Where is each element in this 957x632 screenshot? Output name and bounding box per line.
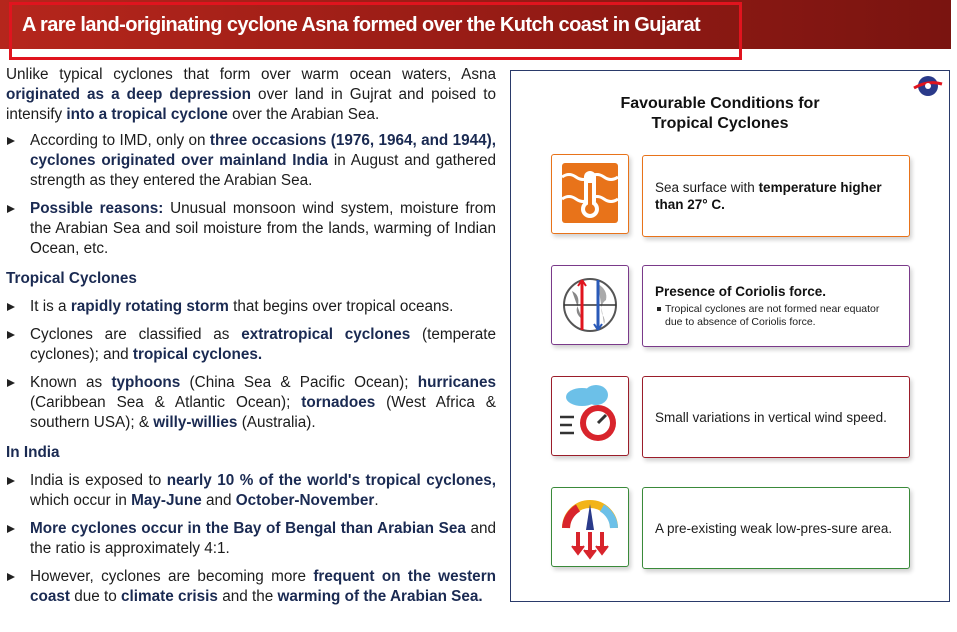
bullet-bold: October-November (235, 492, 375, 509)
bullet-bold: tornadoes (301, 394, 376, 411)
coriolis-icon-box (551, 265, 629, 345)
low-pressure-gauge-icon (552, 488, 628, 566)
bullet-text: due to (69, 588, 121, 605)
intro-paragraph (6, 65, 496, 125)
bullet-bold: rapidly rotating storm (70, 298, 229, 315)
bullet-text: and (201, 492, 236, 509)
bullet-text: (West Africa & southern USA); & (30, 394, 496, 431)
bullet-text: and the ratio is approximately 4:1. (30, 520, 496, 557)
intro-text-1: Unlike typical cyclones that form over warm ocean waters, Asna (6, 66, 496, 83)
list-item (6, 199, 496, 259)
intro-text-3: over the Arabian Sea. (227, 106, 380, 123)
bullet-arrow-icon (7, 137, 15, 145)
list-item (6, 325, 496, 365)
bullet-bold: extratropical cyclones (241, 326, 411, 343)
bullet-text: (Australia). (237, 414, 316, 431)
bullet-text: Unusual monsoon wind system, moisture from the Arabian Sea and soil moisture from the lands, warming of Indian Ocean, etc. (30, 200, 496, 257)
wind-speed-gauge-icon (552, 377, 628, 455)
bullet-arrow-icon (7, 205, 15, 213)
bullet-text: It is a (30, 298, 71, 315)
bullet-text: (temperate cyclones); and (30, 326, 497, 363)
bullet-bold: willy-willies (153, 414, 238, 431)
bullet-text: in August and gathered strength as they entered the Arabian Sea. (30, 152, 496, 189)
wind-speed-icon-box (551, 376, 629, 456)
coriolis-globe-icon (552, 266, 628, 344)
bullet-text: which occur in (30, 492, 132, 509)
section-heading-tropical: Tropical Cyclones (6, 270, 137, 287)
panel-title-line-1: Favourable Conditions for (620, 95, 820, 112)
intro-text-2: over land in Gujrat and poised to intensify (6, 86, 496, 123)
list-item (6, 519, 496, 559)
bullet-text: that begins over tropical oceans. (228, 298, 454, 315)
bullet-bold: hurricanes (417, 374, 496, 391)
bullet-arrow-icon (7, 573, 15, 581)
panel-title (590, 94, 850, 134)
list-item (6, 373, 496, 433)
list-item (6, 131, 496, 191)
condition-bold: temperature higher than 27° C. (655, 180, 882, 212)
bullet-text: India is exposed to (30, 472, 167, 489)
brand-logo-icon (912, 70, 944, 102)
bullet-bold: frequent on the western coast (30, 568, 496, 605)
panel-title-line-2: Tropical Cyclones (651, 115, 789, 132)
condition-card-low-pressure (642, 487, 910, 569)
list-item (6, 567, 496, 607)
condition-subpoint: Tropical cyclones are not formed near equator due to absence of Coriolis force. (655, 303, 897, 329)
bullet-arrow-icon (7, 331, 15, 339)
bullet-bold: tropical cyclones. (132, 346, 263, 363)
bullet-text: However, cyclones are becoming more (30, 568, 314, 585)
condition-text: Sea surface with (655, 180, 759, 195)
bullet-bold: climate crisis (121, 588, 218, 605)
bullet-text: (Caribbean Sea & Atlantic Ocean); (30, 394, 302, 411)
bullet-bold: typhoons (111, 374, 181, 391)
sea-temperature-icon-box (551, 154, 629, 234)
condition-text: A pre-existing weak low-pres-sure area. (655, 520, 893, 536)
bullet-bold: Possible reasons: (30, 200, 164, 217)
bullet-arrow-icon (7, 379, 15, 387)
low-pressure-icon-box (551, 487, 629, 567)
bullet-text: Known as (30, 374, 112, 391)
intro-bold-1: originated as a deep depression (6, 86, 251, 103)
bullet-arrow-icon (7, 525, 15, 533)
page-title: A rare land-originating cyclone Asna formed over the Kutch coast in Gujarat (22, 14, 701, 36)
intro-bold-2: into a tropical cyclone (66, 106, 228, 123)
bullet-arrow-icon (7, 303, 15, 311)
condition-card-temperature (642, 155, 910, 237)
bullet-text: and the (217, 588, 278, 605)
list-item (6, 471, 496, 511)
article-body (6, 65, 496, 615)
condition-text: Small variations in vertical wind speed. (655, 409, 887, 425)
bullet-text: . (374, 492, 379, 509)
bullet-text: Cyclones are classified as (30, 326, 242, 343)
sea-temperature-icon (552, 155, 628, 233)
condition-bold: Presence of Coriolis force. (655, 284, 827, 299)
bullet-text: (China Sea & Pacific Ocean); (180, 374, 418, 391)
bullet-arrow-icon (7, 477, 15, 485)
section-heading-india: In India (6, 444, 60, 461)
condition-card-wind (642, 376, 910, 458)
bullet-bold: nearly 10 % of the world's tropical cyclones, (166, 472, 496, 489)
condition-card-coriolis (642, 265, 910, 347)
bullet-bold: three occasions (1976, 1964, and 1944), cyclones originated over mainland India (30, 132, 496, 169)
bullet-bold: warming of the Arabian Sea. (277, 588, 483, 605)
list-item (6, 297, 496, 317)
bullet-bold: May-June (131, 492, 202, 509)
bullet-text: According to IMD, only on (30, 132, 210, 149)
bullet-bold: More cyclones occur in the Bay of Bengal than Arabian Sea (30, 520, 466, 537)
